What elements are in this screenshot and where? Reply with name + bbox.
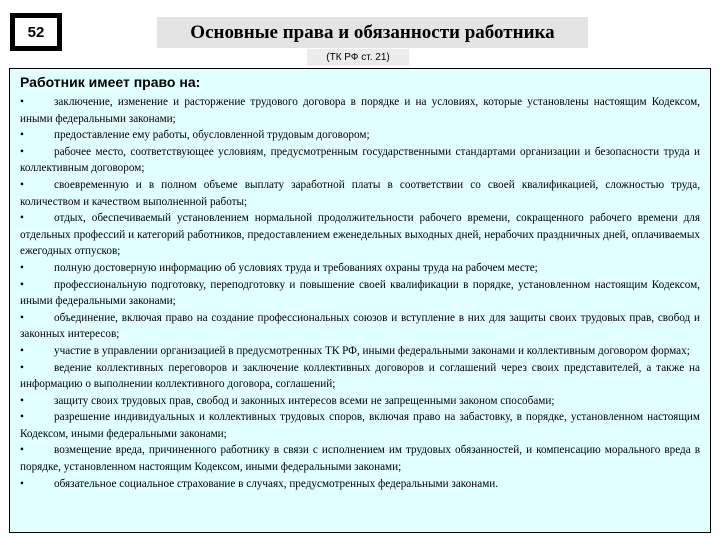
list-item: [20, 260, 700, 277]
list-item: [20, 409, 700, 442]
list-item-text: предоставление ему работы, обусловленной трудовым договором;: [54, 129, 370, 142]
bullet-icon: •: [20, 261, 24, 274]
rights-list: [20, 94, 700, 492]
bullet-icon: •: [20, 444, 24, 457]
bullet-icon: •: [20, 311, 24, 324]
list-item-text: рабочее место, соответствующее условиям, предусмотренным государственными стандартами организации и безопасности труда и коллективным договором;: [20, 145, 700, 175]
list-item: [20, 476, 700, 493]
list-item: [20, 94, 700, 127]
bullet-icon: •: [20, 96, 24, 108]
list-item: [20, 210, 700, 260]
list-item-text: защиту своих трудовых прав, свобод и законных интересов всеми не запрещенными законом способами;: [54, 394, 555, 407]
list-item: [20, 360, 700, 393]
rights-panel: [9, 68, 711, 533]
list-item-text: участие в управлении организацией в предусмотренных ТК РФ, иными федеральными законами и коллективным договором формах;: [54, 344, 690, 357]
list-item: [20, 310, 700, 343]
bullet-icon: •: [20, 212, 24, 225]
list-item-text: полную достоверную информацию об условиях труда и требованиях охраны труда на рабочем месте;: [54, 261, 538, 274]
bullet-icon: •: [20, 361, 24, 374]
slide-number: 52: [15, 18, 57, 46]
bullet-icon: •: [20, 145, 24, 158]
law-reference: (ТК РФ ст. 21): [307, 49, 409, 66]
list-item: [20, 127, 700, 144]
list-item: [20, 144, 700, 177]
list-item: [20, 277, 700, 310]
bullet-icon: •: [20, 278, 24, 291]
list-item-text: возмещение вреда, причиненного работнику в связи с исполнением им трудовых обязанностей, и компенсацию морального вреда в порядке, установленном настоящим Кодексом, иными федеральными законами;: [20, 444, 700, 474]
rights-heading: Работник имеет право на:: [20, 74, 201, 90]
list-item: [20, 343, 700, 360]
list-item-text: объединение, включая право на создание профессиональных союзов и вступление в них для защиты своих трудовых прав, свобод и законных интересов;: [20, 311, 700, 341]
list-item-text: обязательное социальное страхование в случаях, предусмотренных федеральными законами.: [54, 477, 499, 490]
list-item-text: заключение, изменение и расторжение трудового договора в порядке и на условиях, которые установлены настоящим Кодексом, иными федеральными законами;: [20, 96, 700, 125]
bullet-icon: •: [20, 178, 24, 191]
bullet-icon: •: [20, 394, 24, 407]
bullet-icon: •: [20, 129, 24, 142]
list-item-text: ведение коллективных переговоров и заключение коллективных договоров и соглашений через своих представителей, а также на информацию о выполнении коллективного договора, соглашений;: [20, 361, 700, 391]
list-item-text: профессиональную подготовку, переподготовку и повышение своей квалификации в порядке, установленном настоящим Кодексом, иными федеральными законами;: [20, 278, 700, 308]
bullet-icon: •: [20, 477, 24, 490]
list-item-text: отдых, обеспечиваемый установлением нормальной продолжительности рабочего времени, сокращенного рабочего времени для отдельных профессий и категорий работников, предоставлением еженедельных выходных дней, нерабочих праздничных дней, оплачиваемых ежегодных отпусков;: [20, 212, 700, 258]
list-item: [20, 442, 700, 475]
page-title: Основные права и обязанности работника: [157, 17, 588, 48]
list-item: [20, 177, 700, 210]
slide-number-box: [10, 13, 62, 51]
bullet-icon: •: [20, 344, 24, 357]
list-item: [20, 393, 700, 410]
list-item-text: разрешение индивидуальных и коллективных трудовых споров, включая право на забастовку, в порядке, установленном настоящим Кодексом, иными федеральными законами;: [20, 411, 700, 440]
bullet-icon: •: [20, 411, 24, 424]
list-item-text: своевременную и в полном объеме выплату заработной платы в соответствии со своей квалификацией, сложностью труда, количеством и качеством выполненной работы;: [20, 178, 700, 208]
